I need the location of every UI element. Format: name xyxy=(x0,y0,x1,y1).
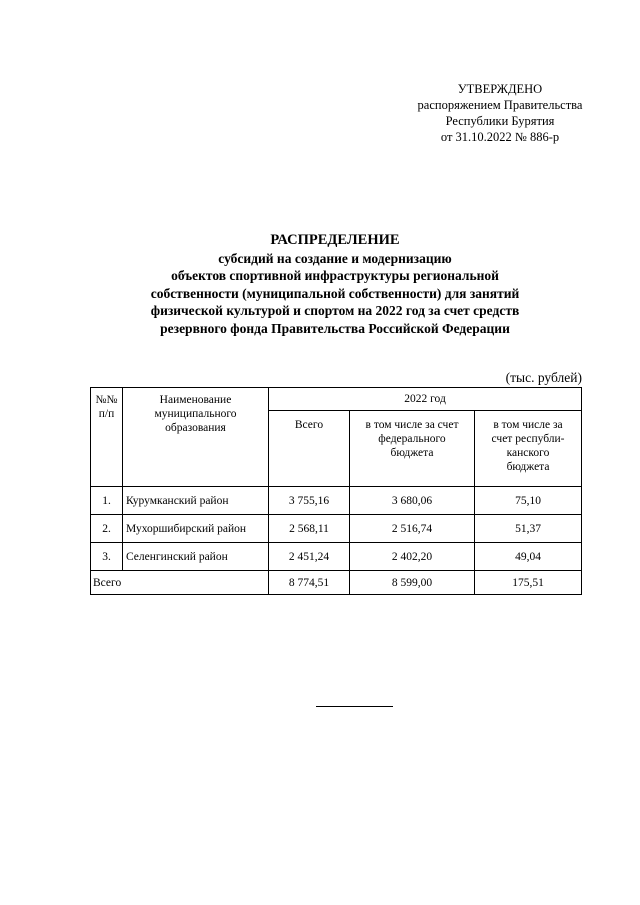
table-header-row xyxy=(91,388,582,411)
row-total: 3 755,16 xyxy=(269,487,350,515)
distribution-table xyxy=(90,387,582,595)
row-municipality: Курумканский район xyxy=(123,487,269,515)
row-total: 2 451,24 xyxy=(269,543,350,571)
approval-line: Республики Бурятия xyxy=(445,114,555,128)
header-text: федерального xyxy=(378,433,446,445)
row-total: 2 568,11 xyxy=(269,515,350,543)
document-title-line: объектов спортивной инфраструктуры региональной xyxy=(171,268,499,283)
header-year: 2022 год xyxy=(269,388,582,411)
row-federal: 2 402,20 xyxy=(350,543,475,571)
header-text: в том числе за счет xyxy=(365,419,459,431)
header-municipality xyxy=(123,388,269,487)
header-text: муниципального xyxy=(154,408,237,420)
table-row xyxy=(91,515,582,543)
approval-line: УТВЕРЖДЕНО xyxy=(457,82,543,96)
header-text: канского xyxy=(506,447,550,459)
document-title-line: физической культурой и спортом на 2022 год за счет средств xyxy=(150,303,520,318)
header-text: в том числе за xyxy=(493,419,563,431)
header-text: бюджета xyxy=(506,461,550,473)
approval-date-line: от 31.10.2022 № 886-р xyxy=(440,130,560,144)
row-number: 1. xyxy=(91,487,123,515)
row-republic: 75,10 xyxy=(475,487,582,515)
header-text: п/п xyxy=(98,408,115,420)
row-republic: 51,37 xyxy=(475,515,582,543)
header-republic xyxy=(475,411,582,487)
approval-line: распоряжением Правительства xyxy=(417,98,583,112)
header-number xyxy=(91,388,123,487)
document-title xyxy=(90,232,580,337)
header-text: №№ xyxy=(95,394,118,406)
header-federal xyxy=(350,411,475,487)
header-text: образования xyxy=(165,422,226,434)
units-label: (тыс. рублей) xyxy=(505,370,582,385)
header-text: счет республи- xyxy=(491,433,565,445)
total-sum: 8 774,51 xyxy=(269,571,350,595)
end-separator-line xyxy=(316,706,393,707)
row-number: 3. xyxy=(91,543,123,571)
document-title-line: резервного фонда Правительства Российской Федерации xyxy=(160,320,510,336)
document-title-main: РАСПРЕДЕЛЕНИЕ xyxy=(270,232,400,248)
table-total-row xyxy=(91,571,582,595)
document-title-line: субсидий на создание и модернизацию xyxy=(218,250,452,266)
approval-stamp xyxy=(400,81,600,145)
header-total: Всего xyxy=(269,411,350,487)
row-republic: 49,04 xyxy=(475,543,582,571)
row-municipality: Селенгинский район xyxy=(123,543,269,571)
total-republic: 175,51 xyxy=(475,571,582,595)
total-federal: 8 599,00 xyxy=(350,571,475,595)
row-federal: 3 680,06 xyxy=(350,487,475,515)
total-label: Всего xyxy=(91,571,269,595)
row-federal: 2 516,74 xyxy=(350,515,475,543)
table-row xyxy=(91,487,582,515)
document-title-line: собственности (муниципальной собственности) для занятий xyxy=(150,285,520,301)
header-text: Наименование xyxy=(159,394,232,406)
header-text: бюджета xyxy=(390,447,434,459)
row-municipality: Мухоршибирский район xyxy=(123,515,269,543)
row-number: 2. xyxy=(91,515,123,543)
table-row xyxy=(91,543,582,571)
